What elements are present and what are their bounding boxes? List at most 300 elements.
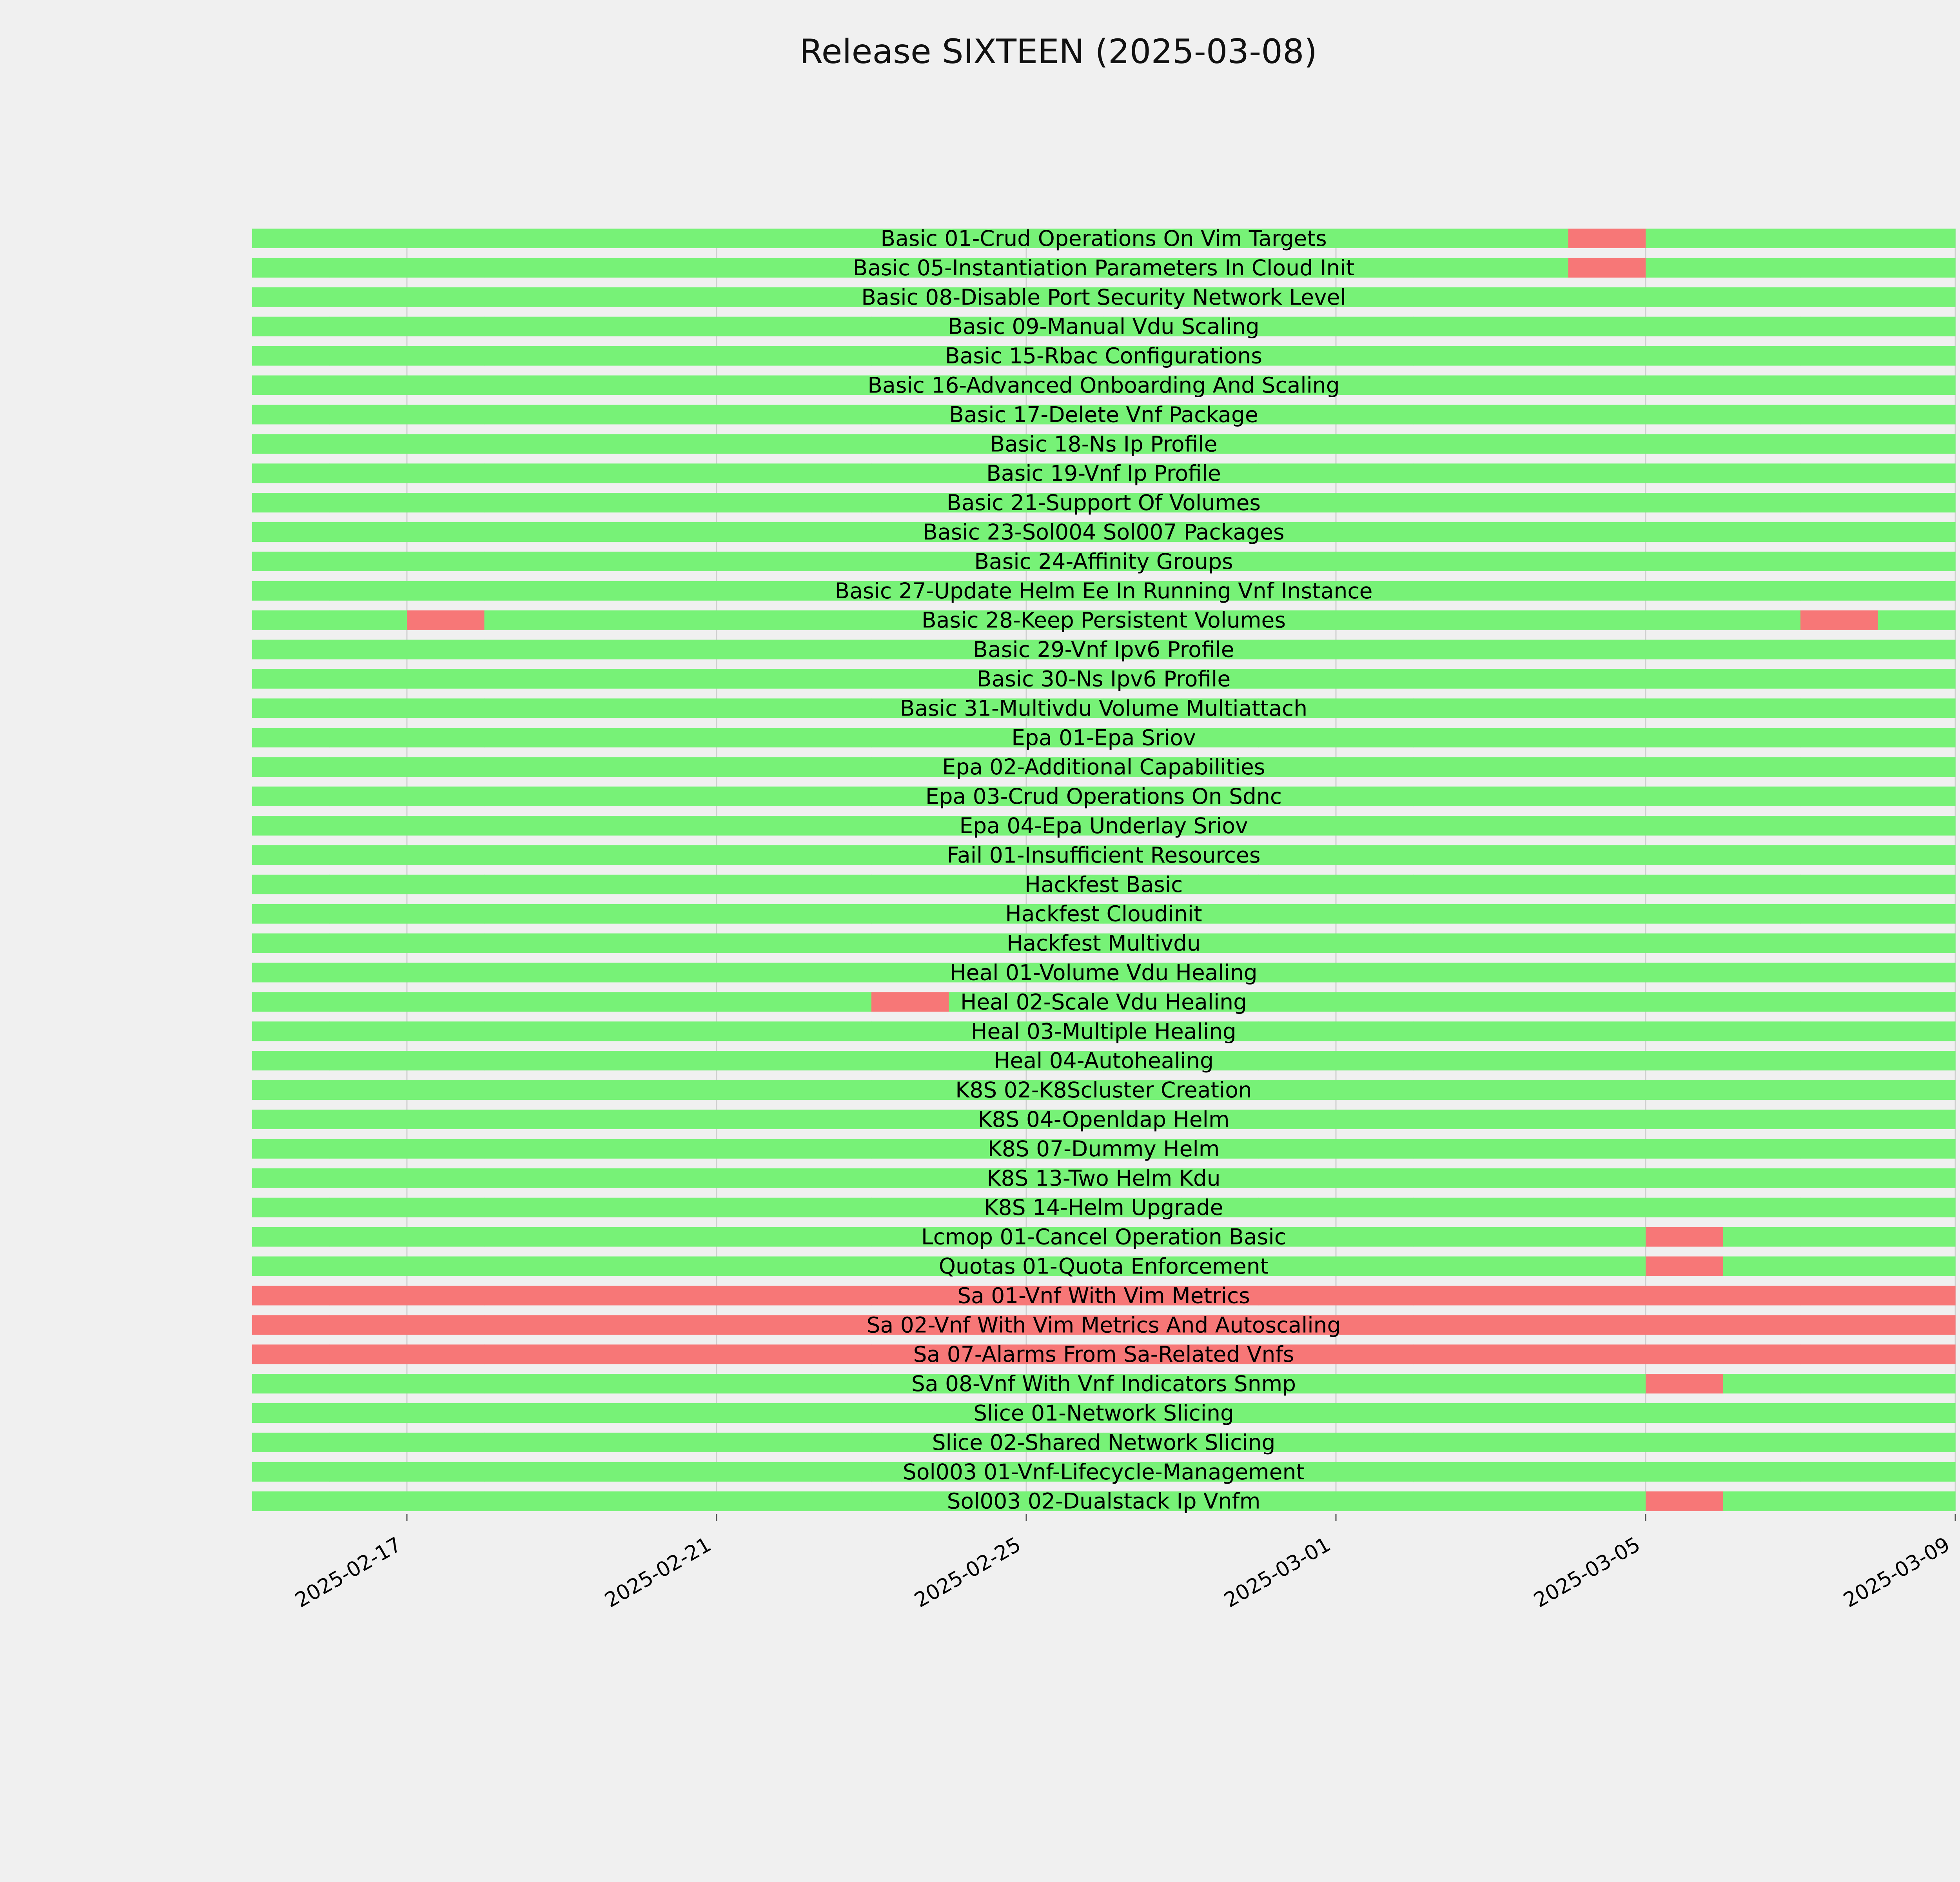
pass-segment xyxy=(871,493,949,512)
pass-segment xyxy=(1568,904,1646,924)
pass-segment xyxy=(1800,258,1878,278)
pass-segment xyxy=(639,934,717,953)
pass-segment xyxy=(252,610,330,630)
pass-segment xyxy=(639,1110,717,1129)
pass-segment xyxy=(639,287,717,307)
pass-segment xyxy=(562,522,639,542)
pass-segment xyxy=(794,904,872,924)
x-tick-label: 2025-02-21 xyxy=(601,1533,715,1613)
pass-segment xyxy=(1336,1080,1414,1100)
pass-segment xyxy=(1491,1374,1568,1393)
pass-segment xyxy=(794,1491,872,1511)
pass-segment xyxy=(1878,1403,1956,1423)
pass-segment xyxy=(794,1051,872,1070)
pass-segment xyxy=(1878,258,1956,278)
pass-segment xyxy=(252,1110,330,1129)
pass-segment xyxy=(1259,1198,1336,1217)
fail-segment xyxy=(717,1315,794,1335)
fail-segment xyxy=(1568,1344,1646,1364)
pass-segment xyxy=(562,1139,639,1159)
pass-segment xyxy=(485,1021,562,1041)
pass-segment xyxy=(1568,1403,1646,1423)
pass-segment xyxy=(1646,816,1723,836)
pass-segment xyxy=(1800,1433,1878,1452)
fail-segment xyxy=(407,1344,485,1364)
pass-segment xyxy=(252,1491,330,1511)
pass-segment xyxy=(562,1227,639,1247)
pass-segment xyxy=(330,934,407,953)
pass-segment xyxy=(485,1257,562,1276)
pass-segment xyxy=(562,816,639,836)
pass-segment xyxy=(1568,669,1646,689)
pass-segment xyxy=(1878,1227,1956,1247)
pass-segment xyxy=(1878,1168,1956,1188)
pass-segment xyxy=(1568,698,1646,718)
pass-segment xyxy=(717,1021,794,1041)
pass-segment xyxy=(1878,640,1956,659)
pass-segment xyxy=(252,992,330,1012)
pass-segment xyxy=(1878,552,1956,571)
pass-segment xyxy=(717,1080,794,1100)
pass-segment xyxy=(717,1168,794,1188)
pass-segment xyxy=(252,522,330,542)
pass-segment xyxy=(1414,581,1491,601)
pass-segment xyxy=(1259,904,1336,924)
pass-segment xyxy=(1336,1198,1414,1217)
pass-segment xyxy=(639,434,717,454)
pass-segment xyxy=(1259,992,1336,1012)
pass-segment xyxy=(1646,963,1723,983)
pass-segment xyxy=(1878,816,1956,836)
pass-segment xyxy=(1414,816,1491,836)
pass-segment xyxy=(717,1051,794,1070)
pass-segment xyxy=(871,434,949,454)
pass-segment xyxy=(1646,552,1723,571)
pass-segment xyxy=(1646,845,1723,865)
pass-segment xyxy=(1491,787,1568,806)
pass-segment xyxy=(794,1462,872,1482)
pass-segment xyxy=(1723,1021,1801,1041)
fail-segment xyxy=(1723,1315,1801,1335)
test-name-label: Sol003 02-Dualstack Ip Vnfm xyxy=(947,1488,1261,1514)
pass-segment xyxy=(562,934,639,953)
x-tick-label: 2025-02-25 xyxy=(910,1533,1025,1613)
pass-segment xyxy=(1878,1257,1956,1276)
pass-segment xyxy=(1800,493,1878,512)
fail-segment xyxy=(717,1344,794,1364)
pass-segment xyxy=(407,287,485,307)
pass-segment xyxy=(1878,317,1956,336)
pass-segment xyxy=(639,1403,717,1423)
pass-segment xyxy=(1646,405,1723,424)
pass-segment xyxy=(330,1021,407,1041)
pass-segment xyxy=(1336,317,1414,336)
pass-segment xyxy=(949,875,1027,894)
pass-segment xyxy=(1336,757,1414,777)
pass-segment xyxy=(1336,229,1414,248)
pass-segment xyxy=(407,1139,485,1159)
pass-segment xyxy=(1800,522,1878,542)
pass-segment xyxy=(1878,1080,1956,1100)
pass-segment xyxy=(330,1110,407,1129)
pass-segment xyxy=(794,698,872,718)
pass-segment xyxy=(252,463,330,483)
pass-segment xyxy=(485,875,562,894)
pass-segment xyxy=(871,552,949,571)
test-name-label: Basic 16-Advanced Onboarding And Scaling xyxy=(867,372,1340,398)
test-name-label: K8S 04-Openldap Helm xyxy=(978,1107,1230,1132)
pass-segment xyxy=(485,845,562,865)
pass-segment xyxy=(252,875,330,894)
pass-segment xyxy=(1878,493,1956,512)
pass-segment xyxy=(252,493,330,512)
pass-segment xyxy=(252,317,330,336)
pass-segment xyxy=(1800,1403,1878,1423)
pass-segment xyxy=(1646,258,1723,278)
pass-segment xyxy=(717,728,794,747)
pass-segment xyxy=(1878,581,1956,601)
pass-segment xyxy=(871,875,949,894)
pass-segment xyxy=(485,669,562,689)
pass-segment xyxy=(407,669,485,689)
test-name-label: Basic 24-Affinity Groups xyxy=(974,549,1233,574)
test-name-label: K8S 02-K8Scluster Creation xyxy=(955,1077,1252,1103)
pass-segment xyxy=(1878,1433,1956,1452)
fail-segment xyxy=(1646,1257,1723,1276)
pass-segment xyxy=(1491,1491,1568,1511)
pass-segment xyxy=(1336,1491,1414,1511)
pass-segment xyxy=(252,1227,330,1247)
x-tick-label: 2025-03-05 xyxy=(1530,1533,1644,1613)
pass-segment xyxy=(1259,757,1336,777)
pass-segment xyxy=(407,1051,485,1070)
pass-segment xyxy=(1259,640,1336,659)
pass-segment xyxy=(1414,1051,1491,1070)
fail-segment xyxy=(562,1315,639,1335)
pass-segment xyxy=(1646,317,1723,336)
pass-segment xyxy=(1800,1110,1878,1129)
pass-segment xyxy=(252,1168,330,1188)
pass-segment xyxy=(717,904,794,924)
pass-segment xyxy=(1878,1110,1956,1129)
pass-segment xyxy=(562,1080,639,1100)
pass-segment xyxy=(1336,376,1414,395)
pass-segment xyxy=(1336,522,1414,542)
pass-segment xyxy=(330,434,407,454)
pass-segment xyxy=(1568,287,1646,307)
pass-segment xyxy=(1414,698,1491,718)
pass-segment xyxy=(1646,728,1723,747)
pass-segment xyxy=(562,552,639,571)
pass-segment xyxy=(1646,1051,1723,1070)
pass-segment xyxy=(407,346,485,366)
pass-segment xyxy=(794,1139,872,1159)
pass-segment xyxy=(407,1403,485,1423)
pass-segment xyxy=(330,610,407,630)
pass-segment xyxy=(639,405,717,424)
pass-segment xyxy=(1878,875,1956,894)
pass-segment xyxy=(1800,229,1878,248)
pass-segment xyxy=(639,1433,717,1452)
pass-segment xyxy=(485,346,562,366)
pass-segment xyxy=(1878,229,1956,248)
pass-segment xyxy=(407,787,485,806)
pass-segment xyxy=(407,463,485,483)
pass-segment xyxy=(1414,493,1491,512)
pass-segment xyxy=(1723,346,1801,366)
pass-segment xyxy=(871,346,949,366)
pass-segment xyxy=(717,1110,794,1129)
test-name-label: Sa 01-Vnf With Vim Metrics xyxy=(957,1283,1250,1308)
fail-segment xyxy=(1568,258,1646,278)
pass-segment xyxy=(252,1051,330,1070)
pass-segment xyxy=(639,229,717,248)
pass-segment xyxy=(1414,1257,1491,1276)
pass-segment xyxy=(639,1051,717,1070)
pass-segment xyxy=(1723,1257,1801,1276)
pass-segment xyxy=(1568,845,1646,865)
fail-segment xyxy=(407,1286,485,1305)
pass-segment xyxy=(330,698,407,718)
pass-segment xyxy=(330,376,407,395)
pass-segment xyxy=(1336,1168,1414,1188)
pass-segment xyxy=(1491,992,1568,1012)
pass-segment xyxy=(1259,1491,1336,1511)
pass-segment xyxy=(407,405,485,424)
pass-segment xyxy=(794,875,872,894)
pass-segment xyxy=(717,757,794,777)
pass-segment xyxy=(1568,1198,1646,1217)
pass-segment xyxy=(794,1403,872,1423)
pass-segment xyxy=(717,463,794,483)
pass-segment xyxy=(794,1374,872,1393)
pass-segment xyxy=(485,552,562,571)
pass-segment xyxy=(1491,1403,1568,1423)
test-name-label: Heal 01-Volume Vdu Healing xyxy=(950,960,1258,985)
pass-segment xyxy=(1723,845,1801,865)
pass-segment xyxy=(1723,1110,1801,1129)
pass-segment xyxy=(407,875,485,894)
pass-segment xyxy=(794,346,872,366)
pass-segment xyxy=(794,1227,872,1247)
test-name-label: Epa 01-Epa Sriov xyxy=(1011,725,1196,750)
pass-segment xyxy=(485,1491,562,1511)
fail-segment xyxy=(794,1286,872,1305)
pass-segment xyxy=(1414,405,1491,424)
pass-segment xyxy=(1800,581,1878,601)
pass-segment xyxy=(794,934,872,953)
pass-segment xyxy=(330,816,407,836)
pass-segment xyxy=(562,405,639,424)
pass-segment xyxy=(1568,1491,1646,1511)
pass-segment xyxy=(330,1433,407,1452)
pass-segment xyxy=(1568,463,1646,483)
pass-segment xyxy=(639,1462,717,1482)
pass-segment xyxy=(485,698,562,718)
fail-segment xyxy=(1568,1286,1646,1305)
pass-segment xyxy=(485,610,562,630)
fail-segment xyxy=(330,1315,407,1335)
pass-segment xyxy=(1800,1491,1878,1511)
pass-segment xyxy=(1491,1051,1568,1070)
pass-segment xyxy=(1414,434,1491,454)
test-name-label: Epa 02-Additional Capabilities xyxy=(942,754,1265,780)
x-axis-ticks xyxy=(291,1514,1955,1613)
test-name-label: Basic 23-Sol004 Sol007 Packages xyxy=(923,520,1285,545)
pass-segment xyxy=(1336,875,1414,894)
pass-segment xyxy=(1491,346,1568,366)
pass-segment xyxy=(1414,1433,1491,1452)
pass-segment xyxy=(1568,1080,1646,1100)
pass-segment xyxy=(639,875,717,894)
pass-segment xyxy=(252,581,330,601)
pass-segment xyxy=(330,463,407,483)
pass-segment xyxy=(1800,317,1878,336)
pass-segment xyxy=(1878,287,1956,307)
pass-segment xyxy=(794,229,872,248)
pass-segment xyxy=(252,346,330,366)
pass-segment xyxy=(1491,610,1568,630)
test-name-label: Sa 07-Alarms From Sa-Related Vnfs xyxy=(913,1342,1294,1367)
pass-segment xyxy=(1878,405,1956,424)
pass-segment xyxy=(562,875,639,894)
pass-segment xyxy=(562,963,639,983)
test-name-label: Heal 02-Scale Vdu Healing xyxy=(960,989,1247,1015)
pass-segment xyxy=(252,1198,330,1217)
pass-segment xyxy=(1414,610,1491,630)
pass-segment xyxy=(1259,845,1336,865)
pass-segment xyxy=(485,816,562,836)
pass-segment xyxy=(717,434,794,454)
pass-segment xyxy=(562,669,639,689)
pass-segment xyxy=(1336,610,1414,630)
pass-segment xyxy=(485,1433,562,1452)
pass-segment xyxy=(717,845,794,865)
pass-segment xyxy=(639,1491,717,1511)
pass-segment xyxy=(330,287,407,307)
pass-segment xyxy=(717,640,794,659)
pass-segment xyxy=(1336,963,1414,983)
pass-segment xyxy=(1646,610,1723,630)
pass-segment xyxy=(252,1433,330,1452)
pass-segment xyxy=(639,1198,717,1217)
test-name-label: K8S 14-Helm Upgrade xyxy=(984,1195,1223,1220)
pass-segment xyxy=(1800,904,1878,924)
pass-segment xyxy=(1646,1198,1723,1217)
pass-segment xyxy=(1878,522,1956,542)
fail-segment xyxy=(1800,1286,1878,1305)
fail-segment xyxy=(1800,1315,1878,1335)
fail-segment xyxy=(1646,1491,1723,1511)
pass-segment xyxy=(1800,845,1878,865)
pass-segment xyxy=(1723,405,1801,424)
pass-segment xyxy=(407,229,485,248)
pass-segment xyxy=(562,787,639,806)
pass-segment xyxy=(1491,1080,1568,1100)
pass-segment xyxy=(1800,669,1878,689)
pass-segment xyxy=(871,934,949,953)
pass-segment xyxy=(330,992,407,1012)
fail-segment xyxy=(485,1315,562,1335)
pass-segment xyxy=(1414,757,1491,777)
pass-segment xyxy=(794,816,872,836)
pass-segment xyxy=(1336,1227,1414,1247)
pass-segment xyxy=(485,728,562,747)
pass-segment xyxy=(1646,875,1723,894)
pass-segment xyxy=(639,787,717,806)
pass-segment xyxy=(562,317,639,336)
pass-segment xyxy=(1568,787,1646,806)
pass-segment xyxy=(1646,376,1723,395)
pass-segment xyxy=(1723,669,1801,689)
test-name-label: Epa 04-Epa Underlay Sriov xyxy=(959,813,1248,838)
pass-segment xyxy=(871,317,949,336)
pass-segment xyxy=(485,640,562,659)
pass-segment xyxy=(717,1491,794,1511)
pass-segment xyxy=(1491,229,1568,248)
pass-segment xyxy=(871,669,949,689)
pass-segment xyxy=(1259,1021,1336,1041)
pass-segment xyxy=(1568,493,1646,512)
pass-segment xyxy=(407,728,485,747)
pass-segment xyxy=(871,845,949,865)
pass-segment xyxy=(794,1021,872,1041)
pass-segment xyxy=(1414,1374,1491,1393)
pass-segment xyxy=(1800,1139,1878,1159)
pass-segment xyxy=(871,640,949,659)
pass-segment xyxy=(252,1374,330,1393)
pass-segment xyxy=(1878,346,1956,366)
pass-segment xyxy=(1723,581,1801,601)
pass-segment xyxy=(1723,728,1801,747)
pass-segment xyxy=(639,610,717,630)
test-name-label: Hackfest Cloudinit xyxy=(1005,901,1202,926)
fail-segment xyxy=(407,610,485,630)
pass-segment xyxy=(1568,317,1646,336)
fail-segment xyxy=(639,1344,717,1364)
pass-segment xyxy=(717,1227,794,1247)
pass-segment xyxy=(1800,405,1878,424)
pass-segment xyxy=(330,1198,407,1217)
pass-segment xyxy=(485,229,562,248)
pass-segment xyxy=(485,434,562,454)
pass-segment xyxy=(1336,1374,1414,1393)
pass-segment xyxy=(1259,405,1336,424)
pass-segment xyxy=(407,963,485,983)
pass-segment xyxy=(562,1374,639,1393)
pass-segment xyxy=(1568,934,1646,953)
pass-segment xyxy=(1878,1139,1956,1159)
pass-segment xyxy=(1414,317,1491,336)
pass-segment xyxy=(1491,493,1568,512)
x-tick-label: 2025-02-17 xyxy=(291,1533,406,1613)
pass-segment xyxy=(1723,934,1801,953)
pass-segment xyxy=(1414,1462,1491,1482)
pass-segment xyxy=(252,816,330,836)
pass-segment xyxy=(1800,1051,1878,1070)
fail-segment xyxy=(407,1315,485,1335)
pass-segment xyxy=(1723,1403,1801,1423)
pass-segment xyxy=(485,904,562,924)
pass-segment xyxy=(330,493,407,512)
fail-segment xyxy=(485,1286,562,1305)
pass-segment xyxy=(407,1491,485,1511)
pass-segment xyxy=(252,434,330,454)
fail-segment xyxy=(1414,1344,1491,1364)
pass-segment xyxy=(1800,1374,1878,1393)
pass-segment xyxy=(407,317,485,336)
pass-segment xyxy=(717,1462,794,1482)
